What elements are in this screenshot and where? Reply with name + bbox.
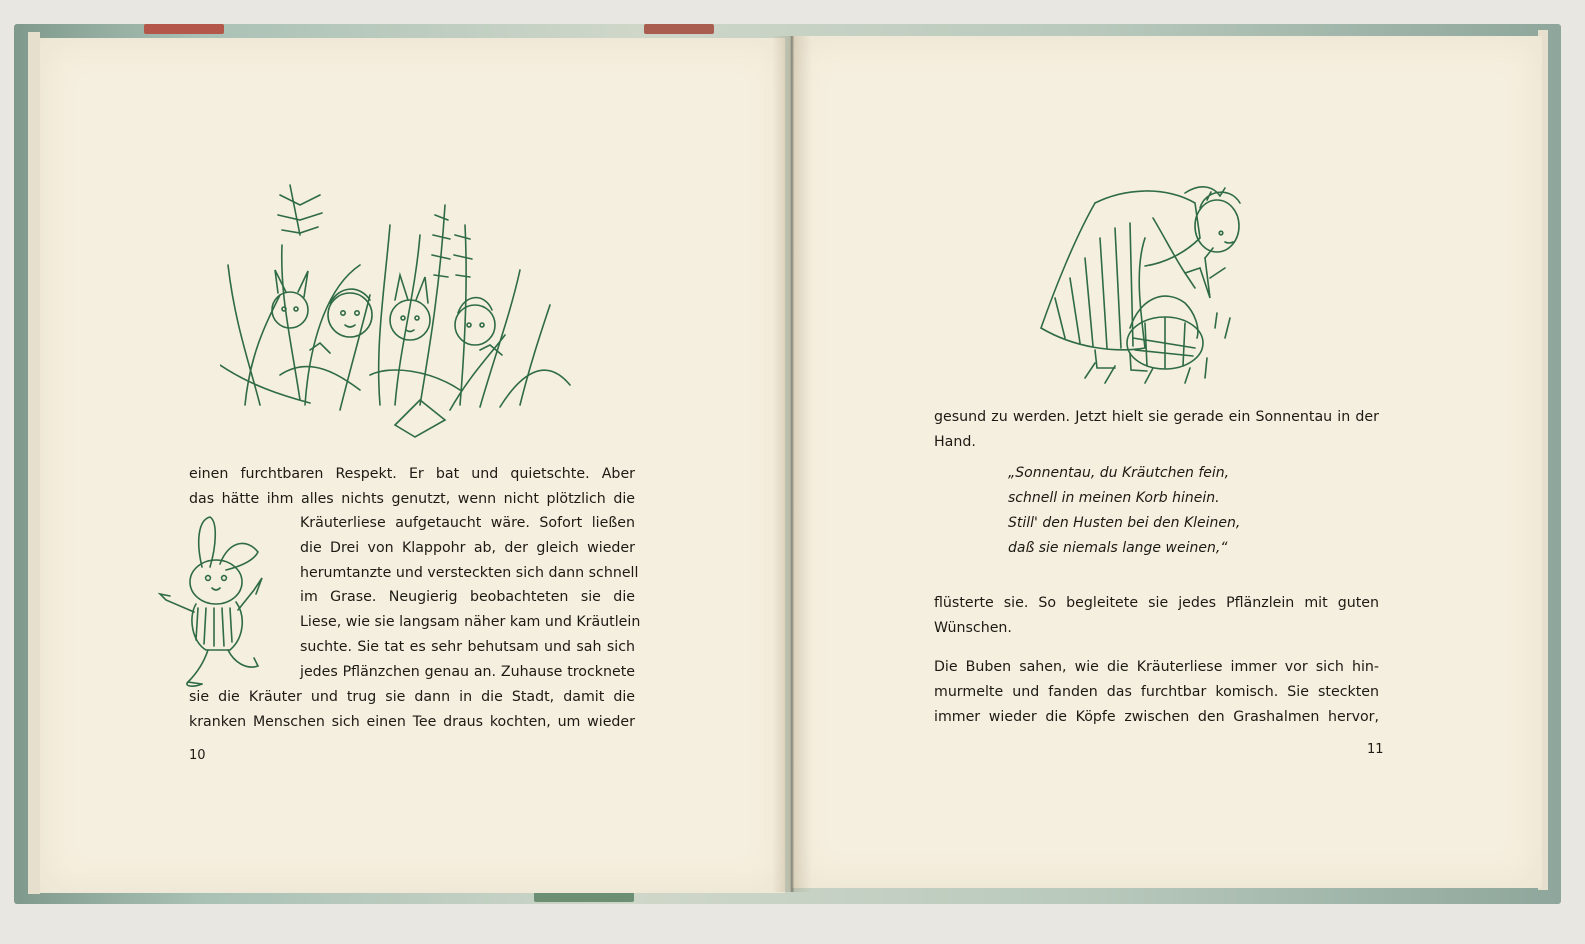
page-stack-left	[28, 32, 40, 894]
left-paragraph-indented	[300, 511, 641, 685]
verse-line: „Sonnentau, du Kräutchen fein,	[1008, 465, 1230, 481]
verse-line: schnell in meinen Korb hinein.	[1008, 490, 1220, 506]
verse-line: daß sie niemals lange weinen,“	[1008, 540, 1228, 556]
page-number-right: 11	[1367, 742, 1384, 757]
rabbit-klappohr-illustration	[158, 512, 268, 692]
text-line: Die Buben sahen, wie die Kräuterliese immer vor sich hin-	[934, 659, 1379, 675]
text-line: jedes Pflänzchen genau an. Zuhause trocknete	[300, 663, 635, 680]
left-paragraph-bottom	[189, 685, 635, 735]
grass-children-illustration	[220, 175, 580, 440]
text-line: Liese, wie sie langsam näher kam und Kräutlein	[300, 614, 641, 631]
text-line: sie die Kräuter und trug sie dann in die Stadt, damit die	[189, 689, 635, 705]
text-line: Kräuterliese aufgetaucht wäre. Sofort ließen	[300, 515, 635, 531]
herb-verse	[1008, 461, 1240, 561]
text-line: immer wieder die Köpfe zwischen den Grashalmen hervor,	[934, 708, 1379, 725]
verse-line: Still' den Husten bei den Kleinen,	[1008, 515, 1241, 531]
text-line: murmelte und fanden das furchtbar komisch. Sie steckten	[934, 683, 1379, 700]
right-paragraph-intro	[934, 405, 1379, 455]
text-line: Wünschen.	[934, 619, 1012, 636]
right-paragraph-after-verse	[934, 591, 1379, 641]
text-line: im Grase. Neugierig beobachteten sie die	[300, 589, 635, 606]
text-line: einen furchtbaren Respekt. Er bat und quietschte. Aber	[189, 466, 635, 482]
herb-girl-illustration	[1035, 178, 1250, 393]
text-line: gesund zu werden. Jetzt hielt sie gerade ein Sonnentau in der	[934, 409, 1379, 425]
text-line: herumtanzte und versteckten sich dann schnell	[300, 564, 639, 581]
book-gutter	[772, 36, 812, 892]
text-line: suchte. Sie tat es sehr behutsam und sah sich	[300, 638, 635, 655]
text-line: flüsterte sie. So begleitete sie jedes Pflänzlein mit guten	[934, 595, 1379, 611]
left-paragraph-top	[189, 462, 635, 512]
text-line: die Drei von Klappohr ab, der gleich wieder	[300, 539, 635, 556]
right-paragraph-closing	[934, 655, 1379, 729]
text-line: das hätte ihm alles nichts genutzt, wenn nicht plötzlich die	[189, 490, 635, 507]
page-number-left: 10	[189, 748, 206, 763]
text-line: Hand.	[934, 433, 976, 450]
text-line: kranken Menschen sich einen Tee draus kochten, um wieder	[189, 713, 635, 730]
